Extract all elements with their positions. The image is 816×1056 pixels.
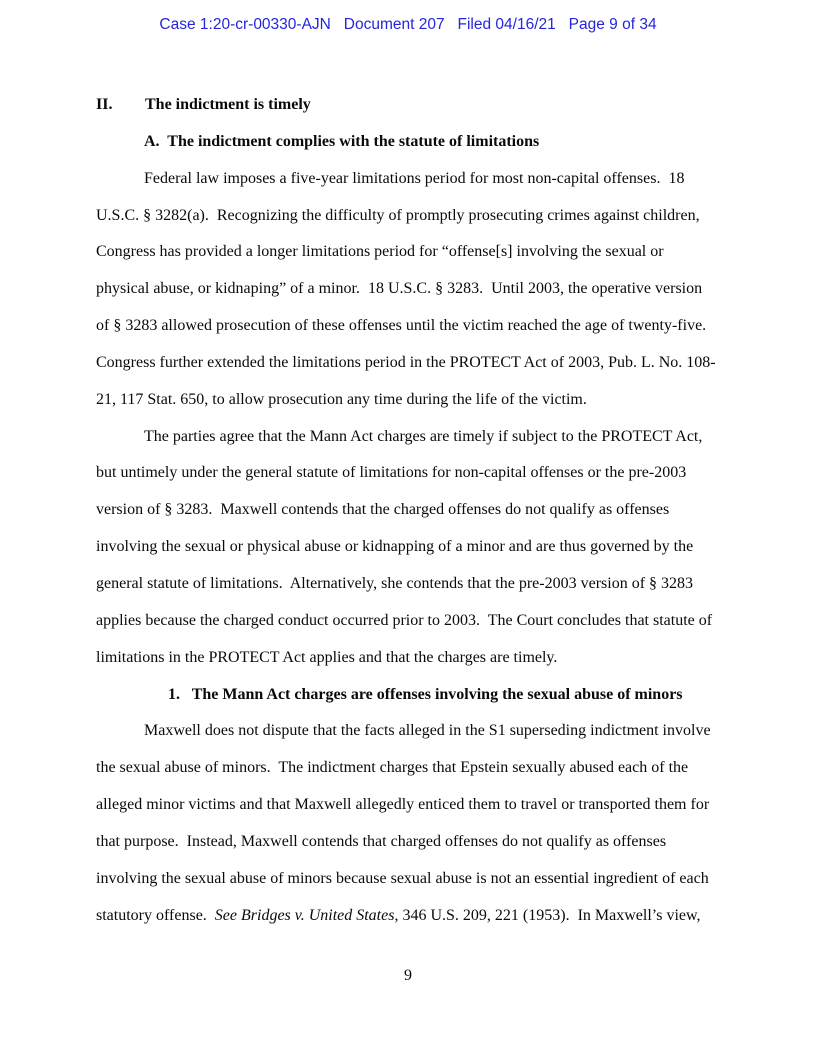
section-heading [96,87,744,124]
text-segment: limitations in the PROTECT Act applies and that the charges are timely. [96,648,558,666]
text-segment: physical abuse, or kidnaping” of a minor. 18 U.S.C. § 3283. Until 2003, the operative version [96,280,703,298]
ecf-header-stamp: Case 1:20-cr-00330-AJN Document 207 Filed 04/16/21 Page 9 of 34 [159,16,657,33]
text-line [96,198,744,235]
text-segment: alleged minor victims and that Maxwell allegedly enticed them to travel or transported them for [96,796,710,814]
text-line [96,566,744,603]
document-body [96,87,744,934]
text-segment: , 346 U.S. 209, 221 (1953). In Maxwell’s view, [394,906,701,924]
text-segment: applies because the charged conduct occurred prior to 2003. The Court concludes that statute of [96,611,713,629]
text-line [96,308,744,345]
text-segment: U.S.C. § 3282(a). Recognizing the difficulty of promptly prosecuting crimes against children, [96,206,700,224]
text-line [96,713,744,750]
text-segment: the sexual abuse of minors. The indictment charges that Epstein sexually abused each of the [96,759,689,777]
text-line [96,787,744,824]
numbered-subheading: 1. The Mann Act charges are offenses involving the sexual abuse of minors [168,685,683,703]
text-segment: but untimely under the general statute of limitations for non-capital offenses or the pre-2003 [96,464,687,482]
text-line [96,161,744,198]
case-citation: See Bridges v. United States [214,906,395,924]
text-line [96,345,744,382]
text-line [96,382,744,419]
text-line [96,234,744,271]
page-number: 9 [404,967,412,984]
text-line [96,529,744,566]
text-segment: Congress has provided a longer limitations period for “offense[s] involving the sexual or [96,243,664,261]
text-segment: Congress further extended the limitations period in the PROTECT Act of 2003, Pub. L. No. 108- [96,353,716,371]
text-segment: Federal law imposes a five-year limitations period for most non-capital offenses. 18 [144,169,685,187]
text-line [96,861,744,898]
text-line [96,640,744,677]
text-segment: involving the sexual abuse of minors because sexual abuse is not an essential ingredient of each [96,869,709,887]
text-segment: involving the sexual or physical abuse or kidnapping of a minor and are thus governed by the [96,538,694,556]
text-segment: Maxwell does not dispute that the facts alleged in the S1 superseding indictment involve [144,722,711,740]
text-segment: statutory offense. [96,906,215,924]
text-segment: of § 3283 allowed prosecution of these offenses until the victim reached the age of twenty-five. [96,317,707,335]
text-segment: general statute of limitations. Alternatively, she contends that the pre-2003 version of § 3283 [96,574,694,592]
text-segment: 21, 117 Stat. 650, to allow prosecution any time during the life of the victim. [96,390,587,408]
text-line [96,419,744,456]
section-title: The indictment is timely [145,96,311,113]
text-line [96,455,744,492]
text-line [96,898,744,935]
text-segment: that purpose. Instead, Maxwell contends that charged offenses do not qualify as offenses [96,832,667,850]
text-line [96,824,744,861]
text-line [96,271,744,308]
text-line [96,750,744,787]
section-number: II. [96,96,113,113]
text-line [96,603,744,640]
text-segment: version of § 3283. Maxwell contends that the charged offenses do not qualify as offenses [96,501,670,519]
text-segment: The parties agree that the Mann Act charges are timely if subject to the PROTECT Act, [144,427,703,445]
text-line [96,492,744,529]
subsection-heading: A. The indictment complies with the statute of limitations [144,132,540,150]
